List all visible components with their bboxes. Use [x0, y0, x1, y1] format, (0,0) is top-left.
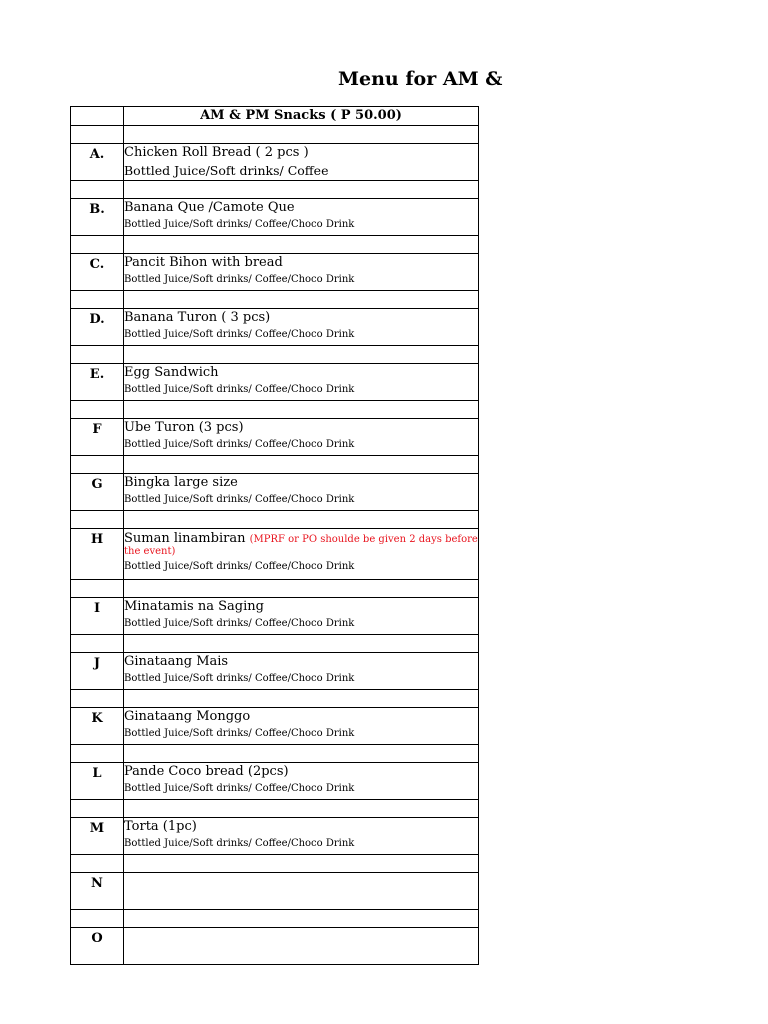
item-letter-cell	[71, 653, 124, 690]
item-content-cell	[124, 818, 479, 855]
item-content-cell	[124, 254, 479, 291]
item-drinks: Bottled Juice/Soft drinks/ Coffee/Choco Drink	[124, 439, 355, 450]
item-name	[124, 818, 478, 836]
spacer-cell	[124, 745, 479, 763]
item-letter-cell	[71, 364, 124, 401]
menu-header: AM & PM Snacks ( P 50.00)	[200, 108, 402, 123]
item-content-cell	[124, 199, 479, 236]
item-content-cell	[124, 419, 479, 456]
menu-item-row	[71, 144, 479, 181]
item-name-text: Egg Sandwich	[124, 365, 219, 380]
item-name-text: Banana Turon ( 3 pcs)	[124, 310, 271, 325]
spacer-cell	[124, 855, 479, 873]
menu-item-row	[71, 928, 479, 965]
spacer-row	[71, 401, 479, 419]
item-letter-cell	[71, 254, 124, 291]
item-drinks: Bottled Juice/Soft drinks/ Coffee/Choco Drink	[124, 728, 355, 739]
item-letter-cell	[71, 309, 124, 346]
item-name-text: Suman linambiran	[124, 531, 246, 546]
item-content-cell	[124, 873, 479, 910]
item-name	[124, 474, 478, 492]
spacer-row	[71, 291, 479, 309]
spacer-cell	[71, 181, 124, 199]
item-letter-cell	[71, 474, 124, 511]
item-letter: N	[91, 876, 103, 891]
item-drinks: Bottled Juice/Soft drinks/ Coffee/Choco Drink	[124, 274, 355, 285]
item-name	[124, 199, 478, 217]
item-name	[124, 364, 478, 382]
item-letter-cell	[71, 529, 124, 580]
spacer-cell	[71, 580, 124, 598]
item-name-text: Pancit Bihon with bread	[124, 255, 283, 270]
spacer-cell	[71, 745, 124, 763]
menu-item-row	[71, 474, 479, 511]
item-letter: L	[92, 766, 102, 781]
item-drinks: Bottled Juice/Soft drinks/ Coffee/Choco Drink	[124, 219, 355, 230]
spacer-cell	[71, 511, 124, 529]
header-cell	[124, 107, 479, 126]
item-letter: M	[89, 821, 105, 836]
order-note: (MPRF or PO shoulde be given 2 days before the event)	[124, 534, 478, 557]
item-letter: K	[91, 711, 103, 726]
spacer-cell	[71, 855, 124, 873]
item-letter: E.	[89, 367, 105, 382]
menu-item-row	[71, 529, 479, 580]
item-content-cell	[124, 309, 479, 346]
spacer-row	[71, 456, 479, 474]
item-letter-cell	[71, 873, 124, 910]
item-content-cell	[124, 763, 479, 800]
item-name	[124, 708, 478, 726]
item-content-cell	[124, 364, 479, 401]
spacer-row	[71, 511, 479, 529]
spacer-cell	[124, 291, 479, 309]
spacer-cell	[124, 511, 479, 529]
spacer-row	[71, 745, 479, 763]
item-drinks: Bottled Juice/Soft drinks/ Coffee/Choco Drink	[124, 838, 355, 849]
item-content-cell	[124, 653, 479, 690]
item-letter: F	[92, 422, 102, 437]
item-letter-cell	[71, 598, 124, 635]
item-content-cell	[124, 529, 479, 580]
item-name	[124, 419, 478, 437]
item-name	[124, 529, 478, 557]
spacer-row	[71, 855, 479, 873]
item-name-text: Pande Coco bread (2pcs)	[124, 764, 289, 779]
spacer-cell	[71, 346, 124, 364]
spacer-cell	[124, 690, 479, 708]
menu-item-row	[71, 763, 479, 800]
spacer-cell	[71, 690, 124, 708]
spacer-cell	[71, 291, 124, 309]
spacer-cell	[71, 456, 124, 474]
item-name	[124, 309, 478, 327]
item-name	[124, 653, 478, 671]
item-letter-cell	[71, 419, 124, 456]
spacer-row	[71, 181, 479, 199]
spacer-row	[71, 800, 479, 818]
item-letter: A.	[89, 147, 105, 162]
item-drinks: Bottled Juice/Soft drinks/ Coffee/Choco Drink	[124, 673, 355, 684]
spacer-cell	[71, 401, 124, 419]
item-name-text: Chicken Roll Bread ( 2 pcs )	[124, 145, 309, 160]
spacer-cell	[124, 401, 479, 419]
spacer-cell	[71, 910, 124, 928]
item-name-text: Torta (1pc)	[124, 819, 197, 834]
item-drinks: Bottled Juice/Soft drinks/ Coffee/Choco Drink	[124, 384, 355, 395]
item-letter-cell	[71, 818, 124, 855]
item-name	[124, 254, 478, 272]
item-name-text: Ginataang Monggo	[124, 709, 251, 724]
spacer-row	[71, 910, 479, 928]
item-name	[124, 144, 478, 162]
item-drinks: Bottled Juice/Soft drinks/ Coffee/Choco Drink	[124, 494, 355, 505]
menu-item-row	[71, 364, 479, 401]
item-letter: H	[90, 532, 104, 547]
item-content-cell	[124, 928, 479, 965]
item-letter: I	[93, 601, 101, 616]
spacer-cell	[124, 800, 479, 818]
menu-item-row	[71, 873, 479, 910]
spacer-row	[71, 690, 479, 708]
item-name-text: Bingka large size	[124, 475, 238, 490]
item-letter: C.	[89, 257, 105, 272]
item-letter: G	[91, 477, 103, 492]
item-drinks: Bottled Juice/Soft drinks/ Coffee	[124, 163, 329, 178]
menu-item-row	[71, 653, 479, 690]
spacer-row	[71, 346, 479, 364]
item-content-cell	[124, 144, 479, 181]
menu-item-row	[71, 309, 479, 346]
item-name	[124, 763, 478, 781]
spacer-cell	[124, 580, 479, 598]
item-letter-cell	[71, 199, 124, 236]
item-letter: J	[93, 656, 101, 671]
menu-item-row	[71, 818, 479, 855]
item-content-cell	[124, 474, 479, 511]
item-drinks: Bottled Juice/Soft drinks/ Coffee/Choco Drink	[124, 783, 355, 794]
item-letter-cell	[71, 708, 124, 745]
spacer-cell	[124, 236, 479, 254]
item-letter: D.	[89, 312, 105, 327]
item-name	[124, 598, 478, 616]
spacer-cell	[71, 126, 124, 144]
spacer-cell	[124, 910, 479, 928]
spacer-cell	[71, 236, 124, 254]
spacer-cell	[71, 635, 124, 653]
item-letter: O	[91, 931, 103, 946]
item-drinks: Bottled Juice/Soft drinks/ Coffee/Choco Drink	[124, 618, 355, 629]
spacer-cell	[124, 126, 479, 144]
menu-item-row	[71, 199, 479, 236]
item-letter: B.	[89, 202, 105, 217]
item-name-text: Banana Que /Camote Que	[124, 200, 295, 215]
spacer-cell	[124, 456, 479, 474]
item-name-text: Ube Turon (3 pcs)	[124, 420, 244, 435]
spacer-cell	[124, 635, 479, 653]
menu-item-row	[71, 708, 479, 745]
item-letter-cell	[71, 763, 124, 800]
spacer-cell	[124, 181, 479, 199]
spacer-row	[71, 126, 479, 144]
item-letter-cell	[71, 928, 124, 965]
menu-item-row	[71, 598, 479, 635]
item-letter-cell	[71, 144, 124, 181]
menu-item-row	[71, 419, 479, 456]
item-name-text: Ginataang Mais	[124, 654, 229, 669]
item-content-cell	[124, 708, 479, 745]
spacer-row	[71, 236, 479, 254]
page-title: Menu for AM &	[338, 68, 503, 90]
item-content-cell	[124, 598, 479, 635]
menu-item-row	[71, 254, 479, 291]
spacer-row	[71, 635, 479, 653]
item-name-text: Minatamis na Saging	[124, 599, 264, 614]
spacer-cell	[71, 800, 124, 818]
header-letter-cell	[71, 107, 124, 126]
spacer-row	[71, 580, 479, 598]
item-drinks: Bottled Juice/Soft drinks/ Coffee/Choco Drink	[124, 561, 355, 572]
item-drinks: Bottled Juice/Soft drinks/ Coffee/Choco Drink	[124, 329, 355, 340]
spacer-cell	[124, 346, 479, 364]
menu-table	[70, 106, 479, 965]
header-row	[71, 107, 479, 126]
